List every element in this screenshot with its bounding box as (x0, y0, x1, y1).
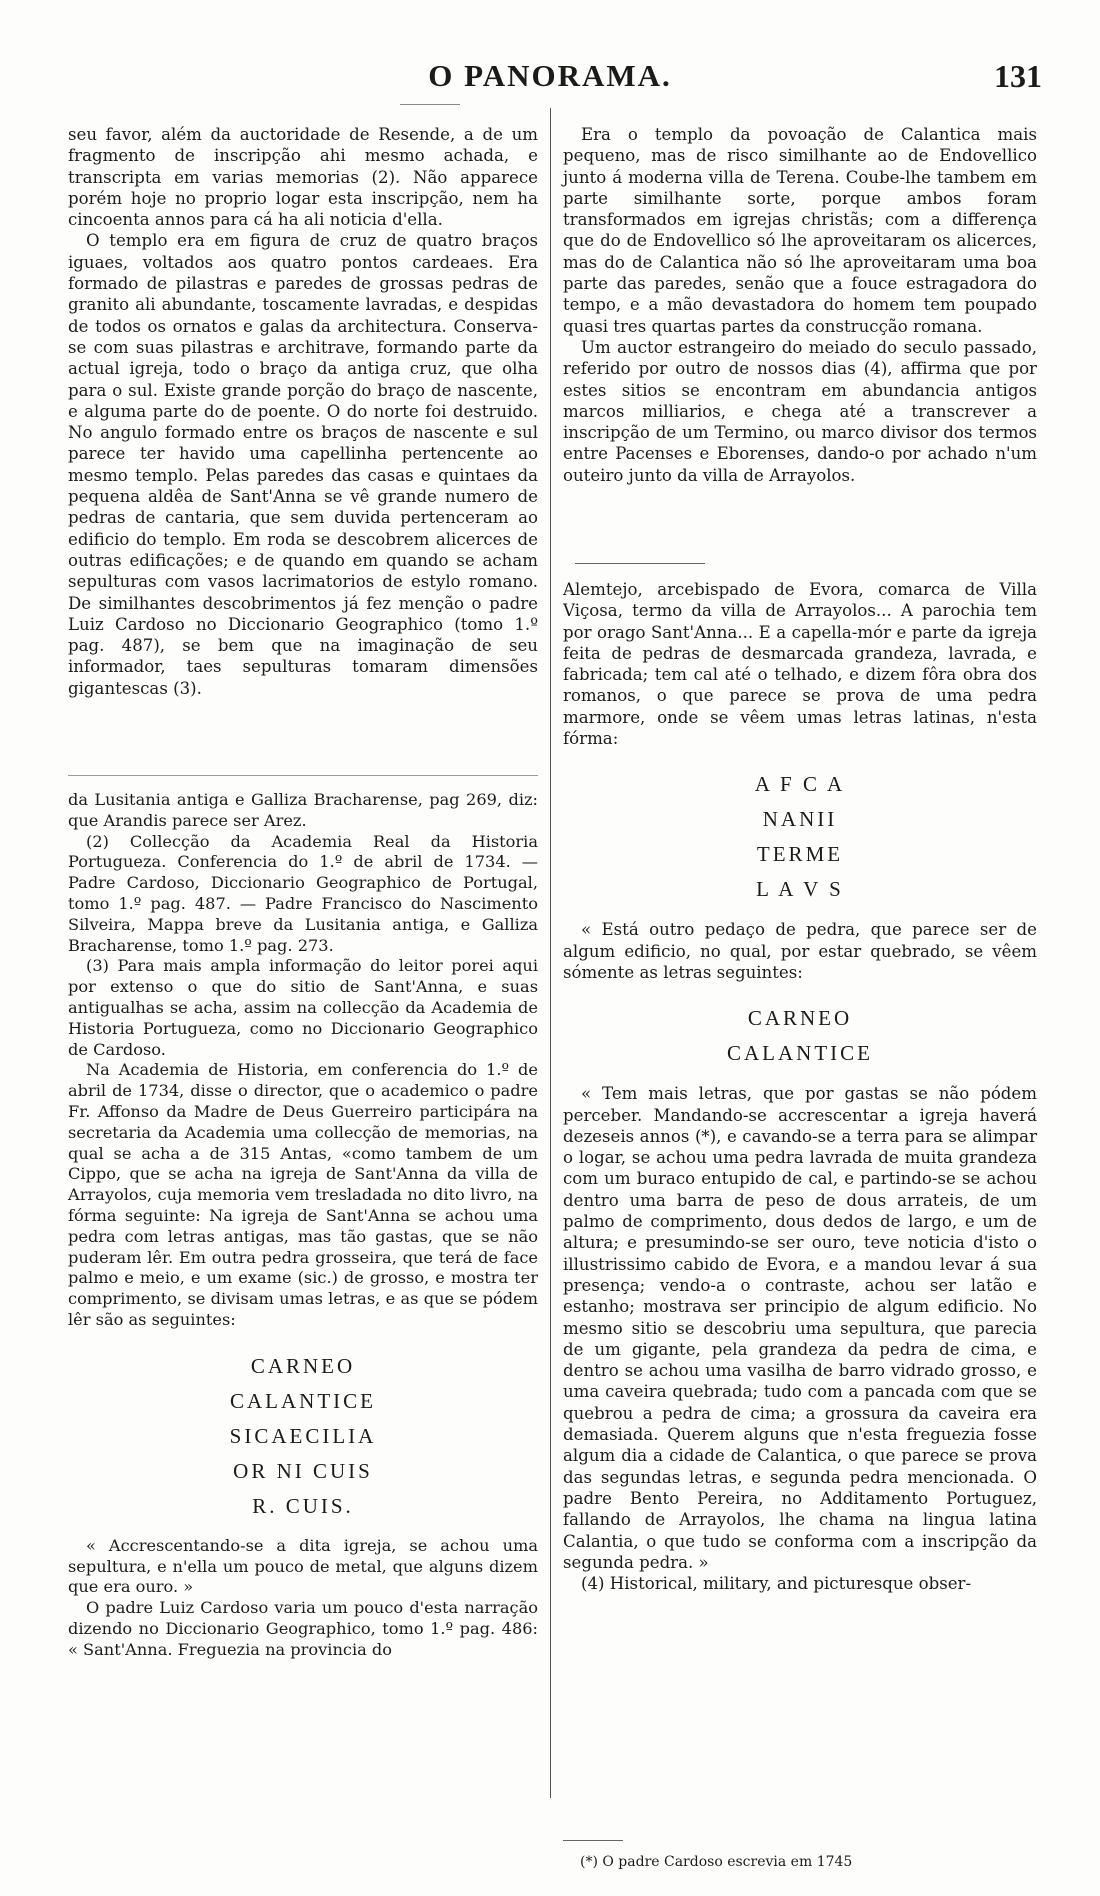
page-footnote: (*) O padre Cardoso escrevia em 1745 (580, 1854, 853, 1870)
inscription-line: A F C A (754, 772, 846, 797)
footnote-paragraph: Na Academia de Historia, em conferencia do 1.º de abril de 1734, disse o director, que o academico o padre Fr. Affonso da Madre de Deus Guerreiro participára na secretaria da Academia uma collecção de memorias, na qual se acha a de 315 Antas, «como tambem de um Cippo, que se acha na igreja de Sant'Anna da villa de Arrayolos, cuja memoria vem tresladada no dito livro, na fórma seguinte: Na igreja de Sant'Anna se achou uma pedra com letras antigas, mas tão gastas, que se não puderam lêr. Em outra pedra grosseira, que terá de face palmo e meio, e um exame (sic.) de grosso, e mostra ter comprimento, se divisam umas letras, e as que se pódem lêr são as seguintes: (68, 1060, 538, 1329)
inscription-line: CALANTICE (230, 1388, 376, 1413)
footnote-paragraph: « Está outro pedaço de pedra, que parece ser de algum edificio, no qual, por estar quebrado, se vêem sómente as letras seguintes: (563, 920, 1037, 982)
inscription-line: CALANTICE (727, 1041, 873, 1066)
inscription-line: L A V S (756, 877, 844, 902)
inscription-block (68, 1353, 538, 1520)
footnote-separator (68, 775, 538, 776)
inscription-line: TERME (756, 842, 844, 867)
inscription-line: SICAECILIA (229, 1423, 377, 1448)
footnote-paragraph: da Lusitania antiga e Galliza Bracharense, pag 269, diz: que Arandis parece ser Arez. (68, 790, 538, 830)
footnote-paragraph: « Tem mais letras, que por gastas se não pódem perceber. Mandando-se accrescentar a igreja haverá dezeseis annos (*), e cavando-se a terra para se alimpar o logar, se achou uma pedra lavrada de muita grandeza com um buraco entupido de cal, e partindo-se se achou dentro uma barra de peso de dous arrateis, de um palmo de comprimento, dous dedos de largo, e um de altura; e presumindo-se ser ouro, teve noticia d'isto o illustrissimo cabido de Evora, e a mandou levar á sua presença; vendo-a o contraste, achou ser latão e estanho; mostrava ser principio de algum edificio. No mesmo sitio se descobriu uma sepultura, que parecia de um gigante, pela grandeza da pedra de cima, e dentro se achou uma vasilha de barro vidrado grosso, e uma caveira quebrada; tudo com a pancada com que se quebrou a pedra de cima; a grossura da caveira era demasiada. Querem alguns que n'esta freguezia fosse algum dia a cidade de Calantica, o que parece se prova das segundas letras, e segunda pedra mencionada. O padre Bento Pereira, no Additamento Portuguez, fallando de Arrayolos, lhe chama na lingua latina Calantia, o que tudo se conforma com a inscripção da segunda pedra. » (563, 1084, 1037, 1572)
inscription-line: CARNEO (747, 1006, 853, 1031)
paragraph: Era o templo da povoação de Calantica mais pequeno, mas de risco similhante ao de Endovellico junto á moderna villa de Terena. Coube-lhe tambem em parte similhante sorte, porque ambos foram transformados em igrejas christãs; com a differença que do de Endovellico só lhe aproveitaram os alicerces, mas do de Calantica não só lhe aproveitaram uma boa parte das paredes, senão que a fouce estragadora do tempo, e a mão devastadora do homem tem poupado quasi tres quartas partes da construcção romana. (563, 125, 1037, 336)
paragraph: seu favor, além da auctoridade de Resende, a de um fragmento de inscripção ahi mesmo achada, e transcripta em varias memorias (2). Não apparece porém hoje no proprio logar esta inscripção, nem ha cincoenta annos para cá ha ali noticia d'ella. (68, 125, 538, 230)
left-footnotes (68, 790, 538, 1661)
footnote-separator (575, 563, 705, 564)
inscription-block (563, 1005, 1037, 1067)
inscription-line: NANII (762, 807, 838, 832)
inscription-block (563, 771, 1037, 903)
ornament-rule (400, 104, 460, 105)
footnote-paragraph: (3) Para mais ampla informação do leitor porei aqui por extenso o que do sitio de Sant'Anna, e suas antigualhas se acha, assim na collecção da Academia de Historia Portugueza, como no Diccionario Geographico de Cardoso. (68, 956, 538, 1059)
inscription-line: CARNEO (250, 1353, 356, 1378)
column-divider (550, 108, 551, 1798)
footnote-paragraph: O padre Luiz Cardoso varia um pouco d'esta narração dizendo no Diccionario Geographico, tomo 1.º pag. 486: « Sant'Anna. Freguezia na provincia do (68, 1598, 538, 1659)
paragraph: O templo era em figura de cruz de quatro braços iguaes, voltados aos quatro pontos cardeaes. Era formado de pilastras e paredes de grossas pedras de granito ali abundante, toscamente lavradas, e despidas de todos os ornatos e galas da architectura. Conserva-se com suas pilastras e architrave, formando parte da actual igreja, todo o braço da antiga cruz, que olha para o sul. Existe grande porção do braço de nascente, e alguma parte do de poente. O do norte foi destruido. No angulo formado entre os braços de nascente e sul parece ter havido uma capellinha pertencente ao mesmo templo. Pelas paredes das casas e quintaes da pequena aldêa de Sant'Anna se vê grande numero de pedras de cantaria, que sem duvida pertenceram ao edificio do templo. Em roda se descobrem alicerces de outras edificações; e de quando em quando se acham sepulturas com vasos lacrimatorios de estylo romano. De similhantes descobrimentos já fez menção o padre Luiz Cardoso no Diccionario Geographico (tomo 1.º pag. 487), se bem que na imaginação de seu informador, taes sepulturas tomaram dimensões gigantescas (3). (68, 231, 538, 698)
page-number: 131 (994, 58, 1042, 94)
footnote-paragraph: (2) Collecção da Academia Real da Historia Portugueza. Conferencia do 1.º de abril de 1734. — Padre Cardoso, Diccionario Geographico de Portugal, tomo 1.º pag. 487. — Padre Francisco do Nascimento Silveira, Mappa breve da Lusitania antiga, e Galliza Bracharense, tomo 1.º pag. 273. (68, 831, 538, 955)
left-column (68, 124, 538, 699)
inscription-line: R. CUIS. (252, 1493, 354, 1518)
right-column (563, 124, 1037, 486)
footnote-paragraph: « Accrescentando-se a dita igreja, se achou uma sepultura, e n'ella um pouco de metal, que alguns dizem que era ouro. » (68, 1535, 538, 1597)
footnote-separator (563, 1840, 623, 1841)
inscription-line: OR NI CUIS (233, 1458, 373, 1483)
footnote-paragraph: (4) Historical, military, and picturesque obser- (581, 1574, 972, 1594)
footnote-paragraph: Alemtejo, arcebispado de Evora, comarca de Villa Viçosa, termo da villa de Arrayolos... A parochia tem por orago Sant'Anna... E a capella-mór e parte da igreja feita de pedras de desmarcada grandeza, lavrada, e fabricada; tem cal até o telhado, e dizem fôra obra dos romanos, o que parece se prova de uma pedra marmore, onde se vêem umas letras latinas, n'esta fórma: (563, 580, 1037, 749)
page-title: O PANORAMA. (428, 58, 672, 93)
paragraph: Um auctor estrangeiro do meiado do seculo passado, referido por outro de nossos dias (4), affirma que por estes sitios se encontram em abundancia antigos marcos milliarios, e chega até a transcrever a inscripção de um Termino, ou marco divisor dos termos entre Pacenses e Eborenses, dando-o por achado n'um outeiro junto da villa de Arrayolos. (563, 337, 1037, 485)
right-footnotes (563, 579, 1037, 1594)
